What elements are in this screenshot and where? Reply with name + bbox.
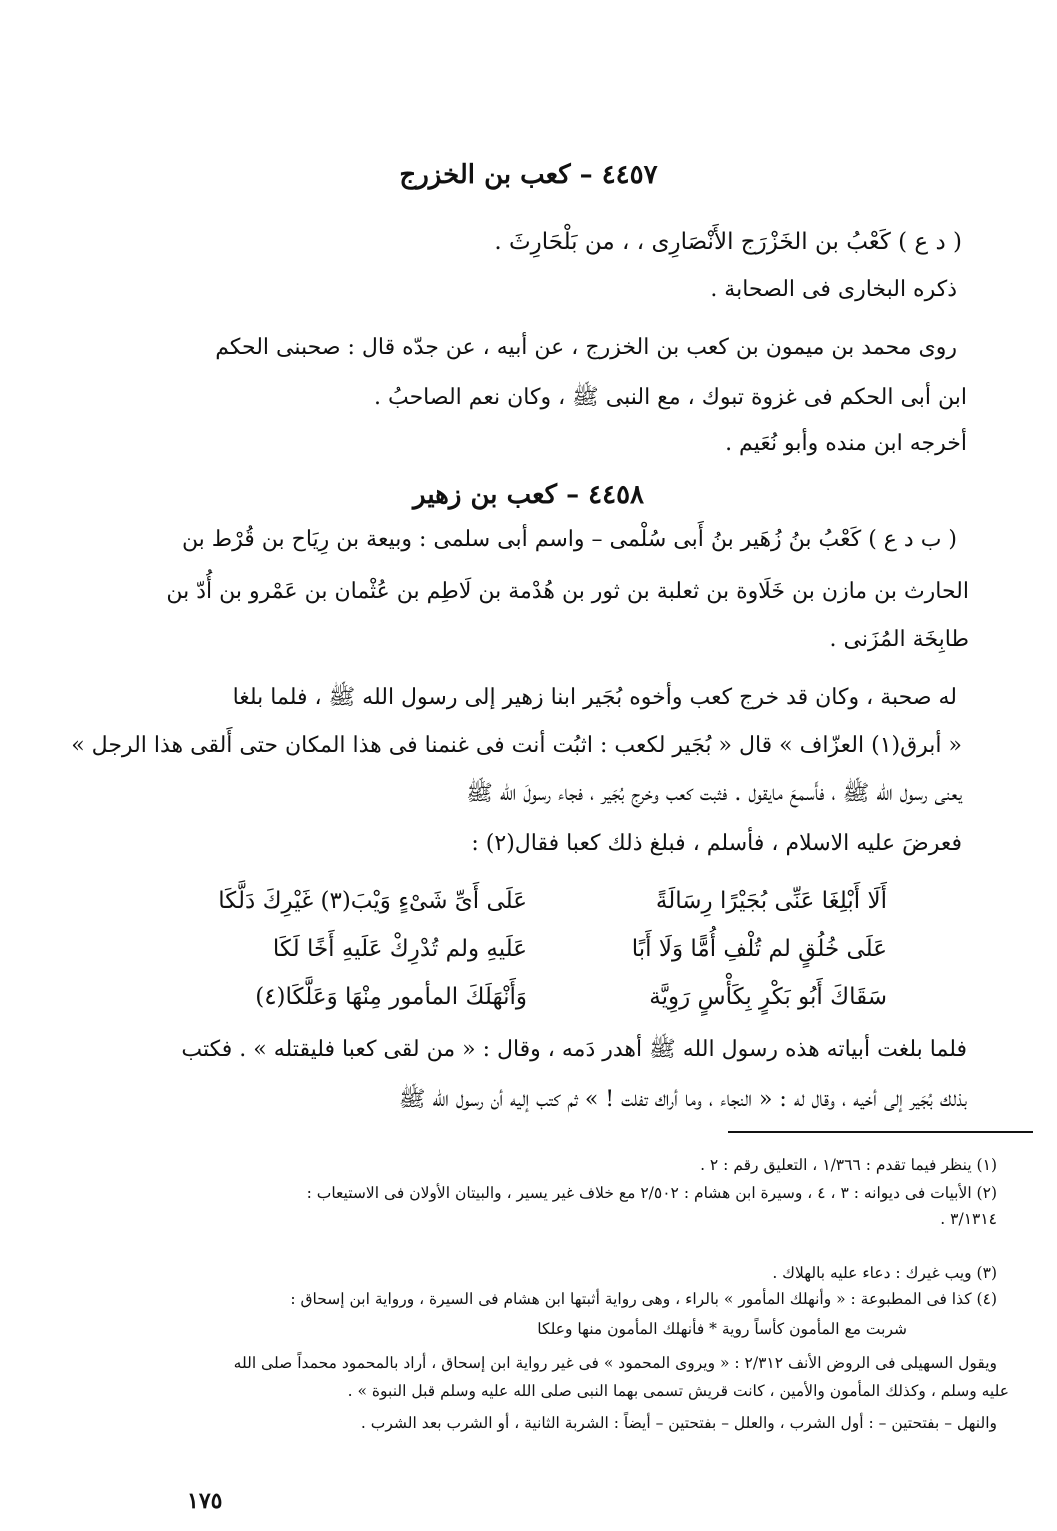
verse-hemistich-left: وَأَنْهَلَكَ المأمور مِنْهَا وَعَلَّكَا(٤) [255, 984, 527, 1010]
footnote: (٣) ويب غيرك : دعاء عليه بالهلاك . [772, 1264, 997, 1282]
entry-heading: ٤٤٥٧ – كعب بن الخزرج [399, 160, 658, 190]
entry-text-line: طابِخَة المُزَنى . [829, 627, 969, 652]
entry-text-line: فعرضَ عليه الاسلام ، فأسلم ، فبلغ ذلك كعبا فقال(٢) : [471, 831, 962, 856]
entry-text-line: ( د ع ) كَعْبُ بن الخَزْرَج الأَنْصَارِى ، ، من بَلْحَارِثَ . [494, 229, 962, 255]
entry-text-line: ذكره البخارى فى الصحابة . [710, 277, 957, 302]
verse-hemistich-right: أَلَا أَبْلِغَا عَنِّى بُجَيْرًا رِسَالَةً [655, 888, 887, 914]
entry-text-line: ( ب د ع ) كَعْبُ بنُ زُهَير بنُ أَبى سُلْمى – واسم أبى سلمى : وبيعة بن رِيَاح بن قُرْط بن [181, 527, 957, 552]
footnote: ٣/١٣١٤ . [940, 1210, 997, 1228]
entry-text-line: الحارث بن مازن بن خَلَاوة بن ثعلبة بن ثور بن هُدْمة بن لَاطِم بن عُثْمان بن عَمْرو بن أُدّ بن [166, 579, 969, 604]
entry-heading: ٤٤٥٨ – كعب بن زهير [412, 480, 644, 510]
entry-text-line: له صحبة ، وكان قد خرج كعب وأخوه بُجَير ابنا زهير إلى رسول الله ﷺ ، فلما بلغا [232, 685, 957, 710]
entry-text-line: يعنى رسول الله ﷺ ، فأَسمعَ مايقول . فثبت كعب وخرج بُجَير ، فجاء رسولَ الله ﷺ [466, 781, 962, 806]
entry-text-line: ابن أبى الحكم فى غزوة تبوك ، مع النبى ﷺ ، وكان نعم الصاحبُ . [373, 385, 967, 410]
entry-text-line: فلما بلغت أبياته هذه رسول الله ﷺ أهدر دَمه ، وقال : « من لقى كعبا فليقتله » . فكتب [181, 1037, 967, 1062]
verse-hemistich-right: سَقَاكَ أَبُو بَكْرٍ بِكَأْسٍ رَوِيَّة [649, 984, 887, 1010]
entry-text-line: روى محمد بن ميمون بن كعب بن الخزرج ، عن أبيه ، عن جدّه قال : صحبنى الحكم [215, 335, 957, 360]
footnote-divider [728, 1131, 1033, 1133]
footnote: ويقول السهيلى فى الروض الأنف ٢/٣١٢ : « ويروى المحمود » فى غير رواية ابن إسحاق ، أراد بالمحمود محمداً صلى الله [233, 1354, 997, 1372]
entry-text-line: أخرجه ابن منده وأبو نُعَيم . [725, 431, 967, 456]
entry-text-line: بذلك بُجَير إلى أخيه ، وقال له : « النجاء ، وما أراك تفلت ! » ثم كتب إليه أن رسول الله ﷺ [398, 1087, 967, 1112]
entry-text-line: « أبرق(١) العزّاف » قال « بُجَير لكعب : اثبُت أنت فى غنمنا فى هذا المكان حتى أَلقى هذا الرجل » [71, 733, 962, 758]
page-number: ١٧٥ [187, 1488, 223, 1514]
verse-hemistich-left: عَلَيهِ ولم تُدْرِكْ عَلَيهِ أَخًا لَكَا [272, 936, 527, 962]
footnote: عليه وسلم ، وكذلك المأمون والأمين ، كانت قريش تسمى بهما النبى صلى الله عليه وسلم قبل النبوة » . [347, 1382, 1009, 1400]
verse-hemistich-right: عَلَى خُلُقٍ لم تُلْفِ أُمًّا وَلَا أَبًا [631, 936, 887, 962]
footnote: (٢) الأبيات فى ديوانه : ٣ ، ٤ ، وسيرة ابن هشام : ٢/٥٠٢ مع خلاف غير يسير ، والبيتان الأولان فى الاستيعاب : [306, 1184, 997, 1202]
footnote-verse: شربت مع المأمون كأساً روية * فأنهلك المأمون منها وعلكا [537, 1320, 907, 1338]
verse-hemistich-left: عَلَى أَىِّ شَىْءٍ وَيْبَ(٣) غَيْرِكَ دَلَّكَا [218, 888, 527, 914]
footnote: والنهل – بفتحتين – : أول الشرب ، والعلل – بفتحتين – أيضاً : الشربة الثانية ، أو الشرب بعد الشرب . [360, 1414, 997, 1432]
footnote: (١) ينظر فيما تقدم : ١/٣٦٦ ، التعليق رقم : ٢ . [700, 1156, 997, 1174]
footnote: (٤) كذا فى المطبوعة : « وأنهلك المأمور » بالراء ، وهى رواية أثبتها ابن هشام فى السيرة ، ورواية ابن إسحاق : [290, 1290, 997, 1308]
